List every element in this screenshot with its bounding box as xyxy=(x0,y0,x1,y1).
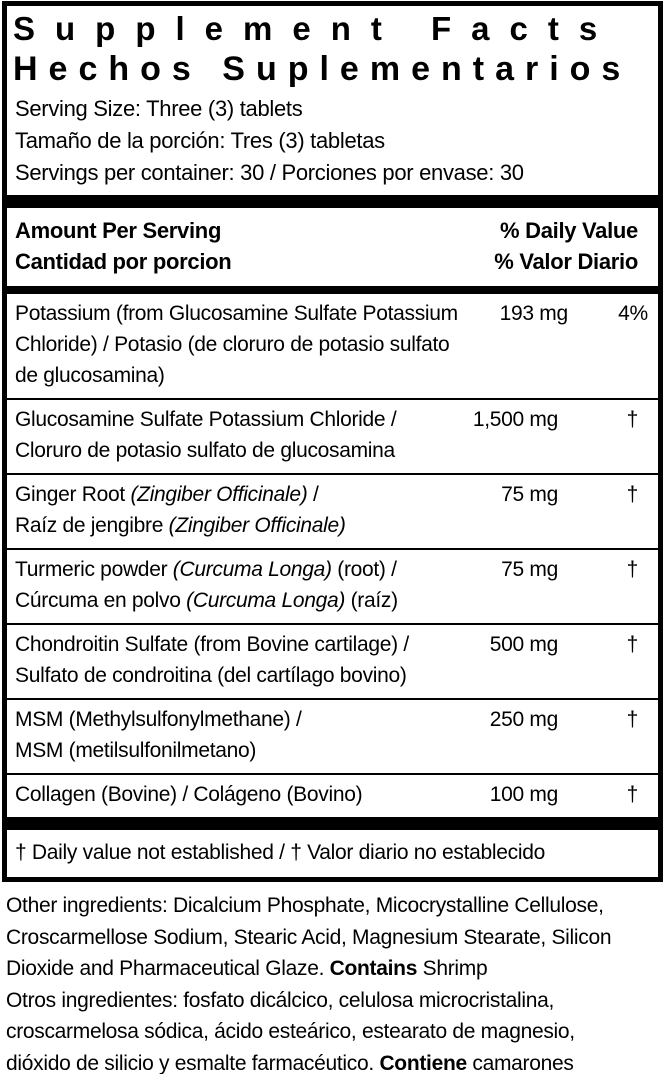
ingredient-amount: 75 mg xyxy=(501,558,558,581)
other-ingredients-en-line2: Croscarmellose Sodium, Stearic Acid, Magnesium Stearate, Silicon xyxy=(6,925,612,949)
other-ingredients-en-line3: Dioxide and Pharmaceutical Glaze. Contains Shrimp xyxy=(6,957,488,980)
thick-rule-bottom xyxy=(7,817,658,830)
other-ingredients-es-line2: croscarmelosa sódica, ácido esteárico, estearato de magnesio, xyxy=(6,1020,575,1043)
ingredient-amount: 193 mg xyxy=(499,302,568,325)
ingredient-row-potassium xyxy=(7,294,658,398)
ingredient-name: Ginger Root (Zingiber Officinale) / Raíz de jengibre (Zingiber Officinale) xyxy=(15,483,346,537)
other-ingredients-es-line1: Otros ingredientes: fosfato dicálcico, celulosa microcristalina, xyxy=(6,988,555,1012)
ingredient-row-glucosamine xyxy=(7,400,658,473)
contiene-allergen-label: Contiene xyxy=(379,1051,467,1074)
amount-per-serving-header: Amount Per Serving Cantidad por porcion xyxy=(15,218,232,274)
title-spanish: Hechos Suplementarios xyxy=(13,50,632,88)
ingredient-name: Collagen (Bovine) / Colágeno (Bovino) xyxy=(15,783,363,806)
ingredient-daily-value: † xyxy=(626,408,638,431)
serving-size-es: Tamaño de la porción: Tres (3) tabletas xyxy=(15,128,385,153)
ingredient-name: Potassium (from Glucosamine Sulfate Potassium Chloride) / Potasio (de cloruro de potasio sulfato de glucosamina) xyxy=(15,302,458,387)
ingredient-name: MSM (Methylsulfonylmethane) / MSM (metilsulfonilmetano) xyxy=(15,708,302,762)
ingredient-daily-value: † xyxy=(626,708,638,731)
ingredient-daily-value: † xyxy=(626,783,638,806)
contains-allergen-label: Contains xyxy=(329,957,418,980)
other-ingredients xyxy=(0,882,665,1074)
ingredient-name: Chondroitin Sulfate (from Bovine cartilage) / Sulfato de condroitina (del cartílago bovino) xyxy=(15,633,409,687)
ingredient-row-turmeric xyxy=(7,550,658,623)
ingredient-name: Turmeric powder (Curcuma Longa) (root) / Cúrcuma en polvo (Curcuma Longa) (raíz) xyxy=(15,558,398,612)
ingredient-daily-value: † xyxy=(626,633,638,656)
panel-title xyxy=(7,6,658,91)
daily-value-footnote: † Daily value not established / † Valor diario no establecido xyxy=(15,841,545,864)
title-english: Supplement Facts xyxy=(13,10,618,47)
daily-value-header: % Daily Value % Valor Diario xyxy=(494,218,638,274)
ingredient-amount: 1,500 mg xyxy=(472,408,558,431)
servings-per-container: Servings per container: 30 / Porciones por envase: 30 xyxy=(15,160,524,185)
ingredient-name: Glucosamine Sulfate Potassium Chloride / Cloruro de potasio sulfato de glucosamina xyxy=(15,408,397,462)
ingredient-amount: 100 mg xyxy=(489,783,558,806)
ingredient-row-ginger xyxy=(7,475,658,548)
ingredient-row-collagen xyxy=(7,775,658,817)
ingredient-amount: 250 mg xyxy=(489,708,558,731)
other-ingredients-es-line3: dióxido de silicio y esmalte farmacéutico. Contiene camarones xyxy=(6,1051,574,1074)
ingredient-amount: 500 mg xyxy=(489,633,558,656)
supplement-facts-panel xyxy=(2,1,663,882)
thick-rule-top xyxy=(7,195,658,208)
ingredient-row-chondroitin xyxy=(7,625,658,698)
ingredient-amount: 75 mg xyxy=(501,483,558,506)
serving-size-en: Serving Size: Three (3) tablets xyxy=(15,96,303,121)
other-ingredients-en-line1: Other ingredients: Dicalcium Phosphate, Micocrystalline Cellulose, xyxy=(6,894,604,917)
ingredient-daily-value: † xyxy=(626,558,638,581)
ingredient-daily-value: † xyxy=(626,483,638,506)
column-header xyxy=(7,208,658,286)
medium-rule xyxy=(7,286,658,294)
ingredient-row-msm xyxy=(7,700,658,773)
ingredient-daily-value: 4% xyxy=(618,302,648,325)
serving-info xyxy=(7,91,658,195)
